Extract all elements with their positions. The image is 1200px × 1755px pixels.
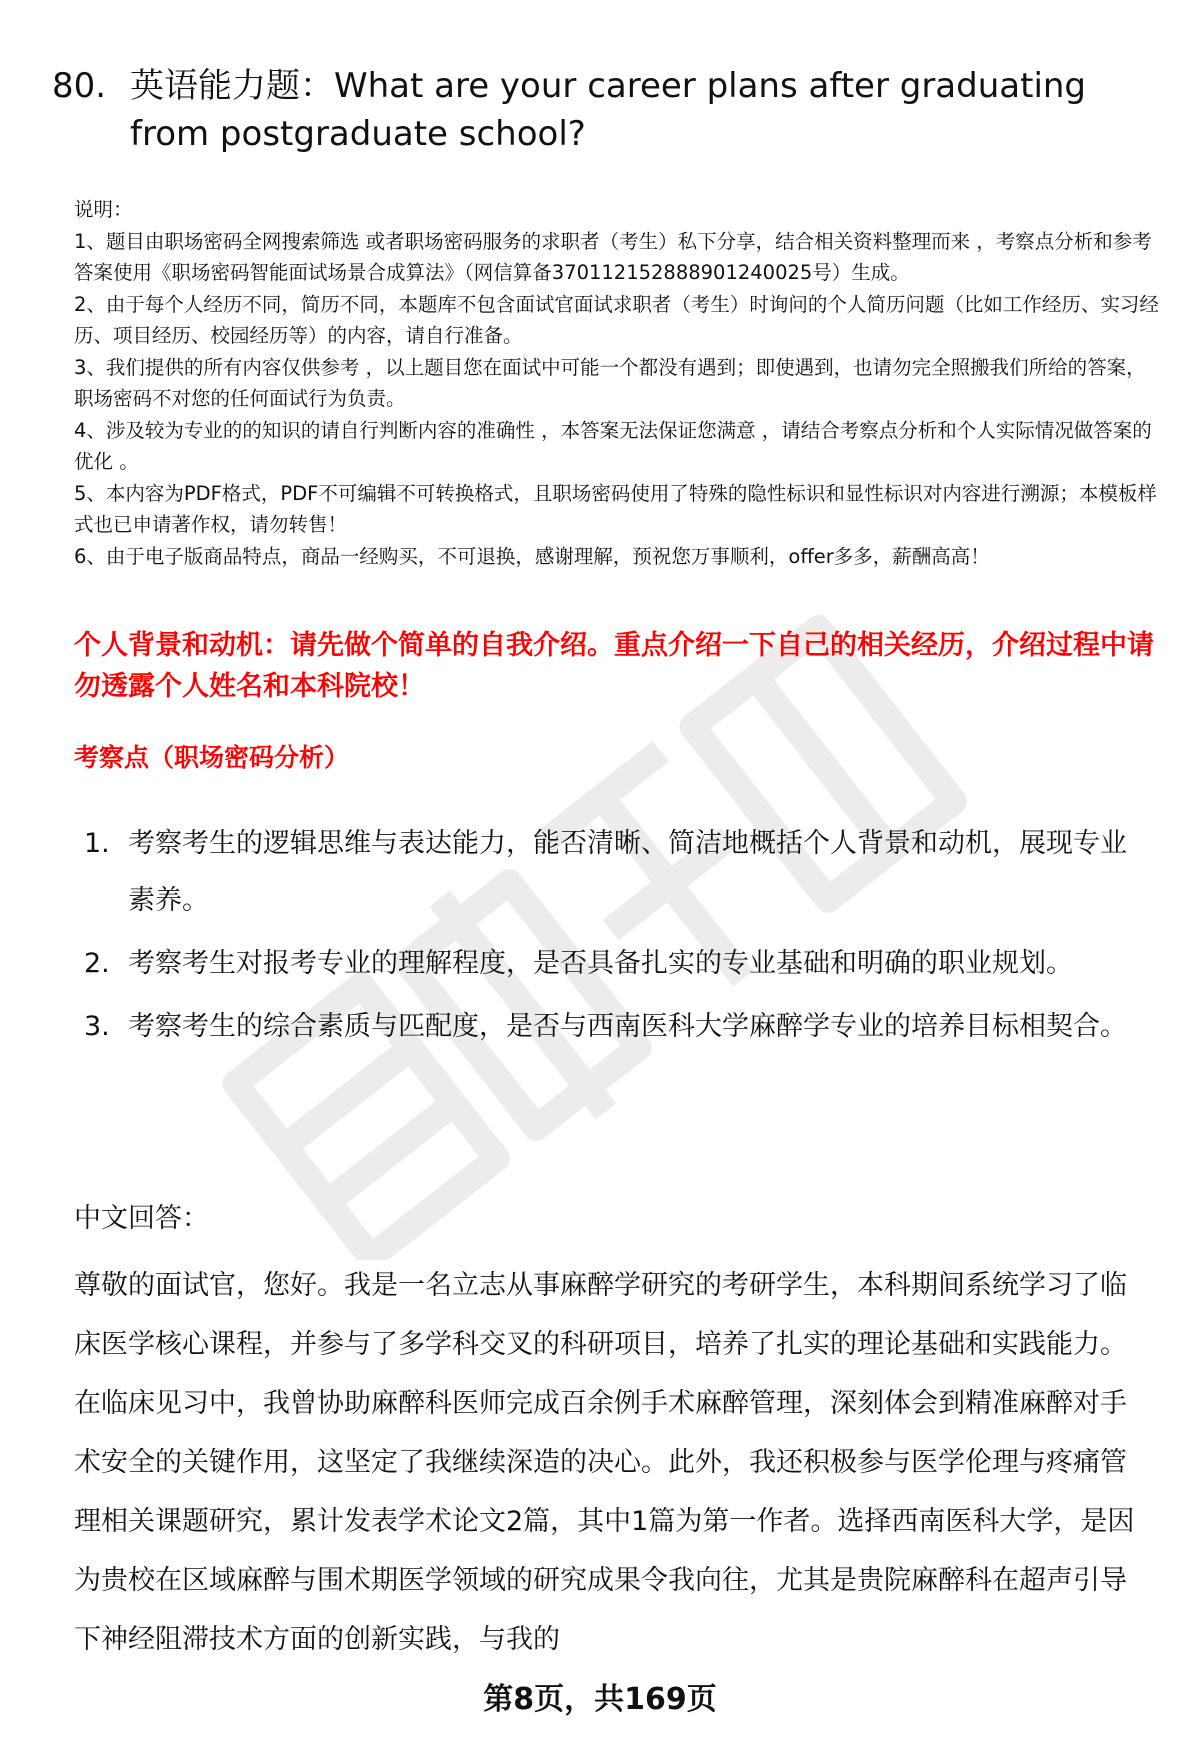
answer-text: 尊敬的面试官，您好。我是一名立志从事麻醉学研究的考研学生，本科期间系统学习了临床医学核心课程，并参与了多学科交叉的科研项目，培养了扎实的理论基础和实践能力。在临床见习中，我曾协助麻醉科医师完成百余例手术麻醉管理，深刻体会到精准麻醉对手术安全的关键作用，这坚定了我继续深造的决心。此外，我还积极参与医学伦理与疼痛管理相关课题研究，累计发表学术论文2篇，其中1篇为第一作者。选择西南医科大学，是因为贵校在区域麻醉与围术期医学领域的研究成果令我向往，尤其是贵院麻醉科在超声引导下神经阻滞技术方面的创新实践，与我的 xyxy=(74,1270,1135,1655)
notes-block xyxy=(74,194,1164,572)
note-item: 5、本内容为PDF格式，PDF不可编辑不可转换格式，且职场密码使用了特殊的隐性标识和显性标识对内容进行溯源；本模板样式也已申请著作权，请勿转售！ xyxy=(74,481,1157,536)
question-number: 80. xyxy=(52,66,107,106)
note-item: 6、由于电子版商品特点，商品一经购买，不可退换，感谢理解，预祝您万事顺利，offer多多，薪酬高高！ xyxy=(74,544,990,568)
point-number: 1. xyxy=(84,828,110,859)
answer-label: 中文回答： xyxy=(74,1203,209,1234)
note-item: 4、涉及较为专业的的知识的请自行判断内容的准确性 ，本答案无法保证您满意 ，请结合考察点分析和个人实际情况做答案的优化 。 xyxy=(74,418,1152,473)
note-item: 2、由于每个人经历不同，简历不同，本题库不包含面试官面试求职者（考生）时询问的个人简历问题（比如工作经历、实习经历、项目经历、校园经历等）的内容，请自行准备。 xyxy=(74,292,1159,347)
analysis-points-list xyxy=(84,815,1144,1061)
point-number: 3. xyxy=(84,1011,110,1042)
section-heading: 个人背景和动机：请先做个简单的自我介绍。重点介绍一下自己的相关经历，介绍过程中请勿透露个人姓名和本科院校！ xyxy=(74,630,1154,702)
page-number: 第8页，共169页 xyxy=(483,1682,717,1717)
note-item: 3、我们提供的所有内容仅供参考 ，以上题目您在面试中可能一个都没有遇到；即使遇到，也请勿完全照搬我们所给的答案，职场密码不对您的任何面试行为负责。 xyxy=(74,355,1146,410)
point-number: 2. xyxy=(84,948,110,979)
note-item: 1、题目由职场密码全网搜索筛选 或者职场密码服务的求职者（考生）私下分享，结合相关资料整理而来 ，考察点分析和参考答案使用《职场密码智能面试场景合成算法》（网信算备370112152888901240025号）生成。 xyxy=(74,229,1152,284)
notes-heading: 说明： xyxy=(74,198,133,221)
point-text: 考察考生的逻辑思维与表达能力，能否清晰、简洁地概括个人背景和动机，展现专业素养。 xyxy=(128,828,1127,916)
question-text: 英语能力题：What are your career plans after graduating from postgraduate school? xyxy=(130,66,1087,154)
list-item xyxy=(84,815,1144,929)
analysis-heading: 考察点（职场密码分析） xyxy=(74,743,350,772)
point-text: 考察考生对报考专业的理解程度，是否具备扎实的专业基础和明确的职业规划。 xyxy=(128,948,1073,979)
point-text: 考察考生的综合素质与匹配度，是否与西南医科大学麻醉学专业的培养目标相契合。 xyxy=(128,1011,1127,1042)
question-title xyxy=(52,62,1142,158)
list-item xyxy=(84,998,1144,1055)
list-item xyxy=(84,935,1144,992)
